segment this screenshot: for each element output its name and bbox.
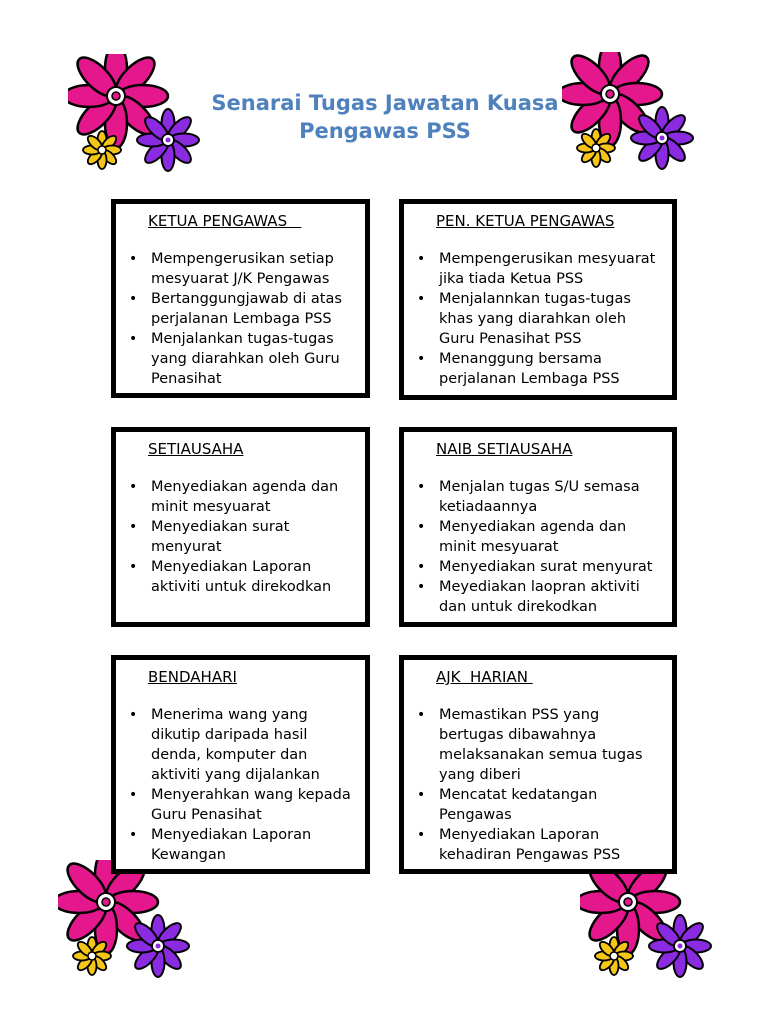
duty-list <box>436 705 662 865</box>
list-item: • Menerima wang yang dikutip daripada hasil denda, komputer dan aktiviti yang dijalankan <box>151 705 355 785</box>
list-item: • Menyediakan surat menyurat <box>439 557 662 577</box>
box-heading: KETUA PENGAWAS <box>148 212 302 230</box>
list-item: • Mempengerusikan mesyuarat jika tiada Ketua PSS <box>439 249 662 289</box>
title-line-1: Senarai Tugas Jawatan Kuasa <box>211 91 559 115</box>
duty-box-naib-setiausaha <box>399 427 677 627</box>
title-line-2: Pengawas PSS <box>299 119 471 143</box>
list-item: • Menyediakan Laporan kehadiran Pengawas PSS <box>439 825 662 865</box>
duty-list <box>148 477 355 597</box>
box-heading: BENDAHARI <box>148 668 237 686</box>
list-item: • Menanggung bersama perjalanan Lembaga PSS <box>439 349 662 389</box>
list-item: • Menjalankan tugas-tugas yang diarahkan oleh Guru Penasihat <box>151 329 355 389</box>
duty-box-ketua-pengawas <box>111 199 370 398</box>
list-item: • Menyediakan surat menyurat <box>151 517 355 557</box>
flower-decoration-bottom-left <box>58 860 198 990</box>
list-item: • Menyediakan agenda dan minit mesyuarat <box>439 517 662 557</box>
box-heading: NAIB SETIAUSAHA <box>436 440 573 458</box>
list-item: • Bertanggungjawab di atas perjalanan Lembaga PSS <box>151 289 355 329</box>
list-item: • Menyerahkan wang kepada Guru Penasihat <box>151 785 355 825</box>
duty-box-setiausaha <box>111 427 370 627</box>
list-item: • Menyediakan Laporan aktiviti untuk direkodkan <box>151 557 355 597</box>
list-item: • Meyediakan laopran aktiviti dan untuk direkodkan <box>439 577 662 617</box>
duty-box-bendahari <box>111 655 370 874</box>
list-item: • Menyediakan agenda dan minit mesyuarat <box>151 477 355 517</box>
flower-decoration-bottom-right <box>580 860 720 990</box>
duty-list <box>436 249 662 389</box>
list-item: • Menjalannkan tugas-tugas khas yang diarahkan oleh Guru Penasihat PSS <box>439 289 662 349</box>
list-item: • Mencatat kedatangan Pengawas <box>439 785 662 825</box>
duty-list <box>436 477 662 617</box>
duty-list <box>148 249 355 389</box>
list-item: • Menjalan tugas S/U semasa ketiadaannya <box>439 477 662 517</box>
box-heading: AJK HARIAN <box>436 668 533 686</box>
list-item: • Menyediakan Laporan Kewangan <box>151 825 355 865</box>
box-heading: SETIAUSAHA <box>148 440 244 458</box>
box-heading: PEN. KETUA PENGAWAS <box>436 212 615 230</box>
duty-box-ajk-harian <box>399 655 677 874</box>
duty-list <box>148 705 355 865</box>
page-title <box>160 89 610 145</box>
list-item: • Mempengerusikan setiap mesyuarat J/K Pengawas <box>151 249 355 289</box>
duty-box-pen-ketua-pengawas <box>399 199 677 400</box>
list-item: • Memastikan PSS yang bertugas dibawahnya melaksanakan semua tugas yang diberi <box>439 705 662 785</box>
